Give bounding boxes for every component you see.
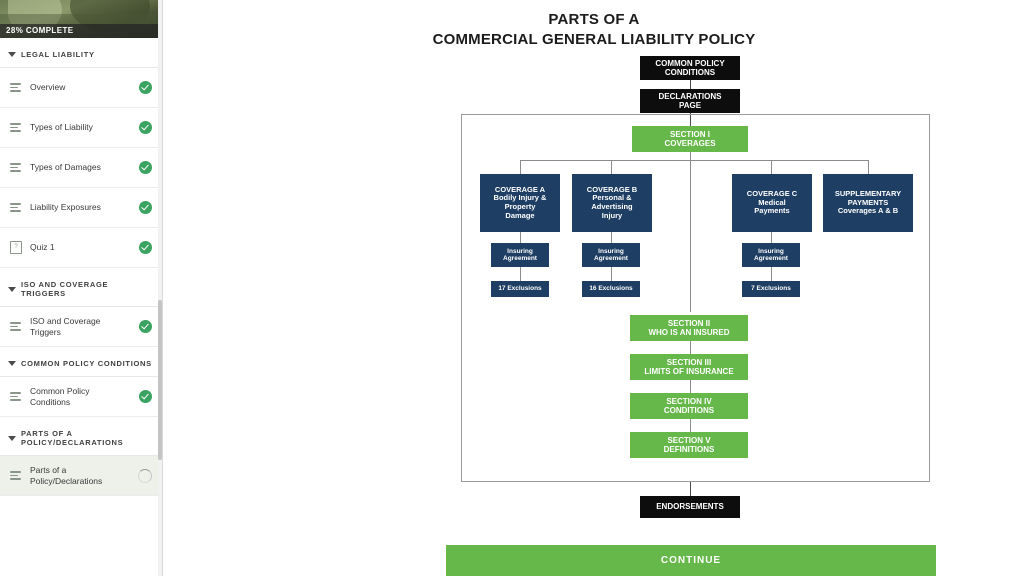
sidebar-item-types-of-damages[interactable] — [0, 148, 162, 188]
connector — [690, 341, 691, 354]
lines-icon — [10, 471, 22, 480]
check-icon — [139, 390, 152, 403]
sidebar-group-label: LEGAL LIABILITY — [21, 50, 95, 59]
sidebar-group-common-policy-conditions[interactable] — [0, 347, 162, 377]
node-exclusions-a — [491, 281, 549, 297]
connector — [520, 160, 868, 161]
quiz-icon: ? — [10, 241, 22, 254]
chevron-down-icon — [8, 436, 16, 441]
node-line: PAYMENTS — [847, 197, 889, 207]
node-line: Damage — [505, 210, 535, 220]
sidebar-scrollbar-thumb[interactable] — [158, 300, 162, 460]
sidebar-item-label: ISO and Coverage Triggers — [30, 316, 101, 337]
node-insuring-agreement-b — [582, 243, 640, 267]
policy-body-frame — [461, 114, 930, 482]
node-line: COVERAGE A — [494, 184, 546, 194]
connector — [611, 232, 612, 243]
sidebar-item-quiz-1[interactable] — [0, 228, 162, 268]
node-exclusions-c — [742, 281, 800, 297]
check-icon — [139, 241, 152, 254]
node-endorsements — [640, 496, 740, 518]
sidebar-item-types-of-liability[interactable] — [0, 108, 162, 148]
check-icon — [139, 121, 152, 134]
course-hero-image — [0, 0, 163, 38]
node-line: Personal & — [592, 193, 632, 203]
node-common-policy-conditions — [640, 56, 740, 80]
node-line: 17 Exclusions — [498, 285, 542, 293]
node-line: COMMON POLICY — [655, 58, 725, 68]
lines-icon — [10, 203, 22, 212]
page-title-line-2: COMMERCIAL GENERAL LIABILITY POLICY — [432, 31, 756, 48]
node-line: CONDITIONS — [664, 68, 716, 77]
sidebar-item-liability-exposures[interactable] — [0, 188, 162, 228]
node-line: COVERAGE B — [586, 184, 638, 194]
sidebar-item-label: Liability Exposures — [30, 202, 101, 213]
node-line: SUPPLEMENTARY — [834, 189, 902, 199]
sidebar-group-label: ISO AND COVERAGE TRIGGERS — [21, 280, 109, 298]
sidebar-scrollbar[interactable] — [158, 0, 162, 576]
lines-icon — [10, 392, 22, 401]
node-insuring-agreement-a — [491, 243, 549, 267]
connector — [690, 152, 691, 160]
sidebar-group-legal-liability[interactable] — [0, 38, 162, 68]
cgl-policy-diagram — [164, 0, 1024, 540]
node-coverage-a — [480, 174, 560, 232]
chevron-down-icon — [8, 52, 16, 57]
node-exclusions-b — [582, 281, 640, 297]
node-section-iv-conditions — [630, 393, 748, 419]
connector — [520, 160, 521, 174]
connector — [771, 160, 772, 174]
node-insuring-agreement-c — [742, 243, 800, 267]
lesson-content — [164, 0, 1024, 576]
sidebar-item-label: Common Policy Conditions — [30, 386, 90, 407]
chevron-down-icon — [8, 361, 16, 366]
node-line: 7 Exclusions — [751, 285, 791, 293]
loading-spinner-icon — [138, 469, 152, 483]
node-line: Injury — [601, 210, 623, 220]
node-line: Advertising — [591, 202, 633, 211]
connector — [771, 232, 772, 243]
sidebar-item-label: Quiz 1 — [30, 242, 55, 253]
chevron-down-icon — [8, 287, 16, 292]
node-line: WHO IS AN INSURED — [648, 328, 730, 337]
node-line: SECTION IV — [666, 396, 712, 406]
page-title-line-1: PARTS OF A — [548, 11, 640, 28]
node-line: SECTION III — [666, 357, 712, 367]
node-section-v-definitions — [630, 432, 748, 458]
node-line: DECLARATIONS — [658, 91, 722, 101]
connector — [690, 482, 691, 496]
connector — [868, 160, 869, 174]
node-supplementary-payments — [823, 174, 913, 232]
node-line: LIMITS OF INSURANCE — [644, 367, 734, 376]
sidebar-item-iso-and-coverage-triggers[interactable] — [0, 307, 162, 347]
check-icon — [139, 320, 152, 333]
node-section-i-coverages — [632, 126, 748, 152]
sidebar-item-label: Overview — [30, 82, 66, 93]
check-icon — [139, 201, 152, 214]
check-icon — [139, 161, 152, 174]
connector — [611, 160, 612, 174]
node-line: Insuring — [507, 247, 533, 255]
node-line: COVERAGES — [664, 139, 716, 148]
node-declarations-page — [640, 89, 740, 113]
sidebar-group-label: PARTS OF A POLICY/DECLARATIONS — [21, 429, 124, 447]
sidebar-item-label: Types of Liability — [30, 122, 93, 133]
node-line: 16 Exclusions — [589, 285, 633, 293]
sidebar-item-label: Types of Damages — [30, 162, 101, 173]
connector — [771, 267, 772, 281]
connector — [520, 267, 521, 281]
lines-icon — [10, 163, 22, 172]
lines-icon — [10, 83, 22, 92]
node-line: Insuring — [598, 247, 624, 255]
connector — [611, 267, 612, 281]
sidebar-group-iso-and-coverage-triggers[interactable] — [0, 268, 162, 307]
node-line: Agreement — [503, 255, 537, 262]
node-line: CONDITIONS — [663, 406, 715, 415]
node-line: Coverages A & B — [837, 206, 899, 216]
sidebar-group-label: COMMON POLICY CONDITIONS — [21, 359, 152, 368]
node-line: Medical — [758, 197, 786, 207]
progress-label: 28% COMPLETE — [0, 24, 163, 38]
node-line: SECTION V — [667, 435, 711, 445]
node-line: ENDORSEMENTS — [656, 502, 724, 512]
sidebar-item-label: Parts of a Policy/Declarations — [30, 465, 103, 486]
node-coverage-c — [732, 174, 812, 232]
connector — [690, 80, 691, 89]
sidebar-item-overview[interactable] — [0, 68, 162, 108]
node-line: Bodily Injury & — [493, 193, 547, 203]
node-line: SECTION II — [667, 318, 711, 328]
connector — [690, 380, 691, 393]
sidebar-nav — [0, 38, 162, 496]
connector — [690, 160, 691, 312]
node-line: Agreement — [594, 255, 628, 262]
continue-button[interactable]: CONTINUE — [446, 545, 936, 576]
node-line: Agreement — [754, 255, 788, 262]
check-icon — [139, 81, 152, 94]
node-line: DEFINITIONS — [663, 445, 715, 454]
sidebar-group-parts-of-a-policy-declarations[interactable] — [0, 417, 162, 456]
course-sidebar — [0, 0, 163, 576]
node-coverage-b — [572, 174, 652, 232]
node-line: Insuring — [758, 247, 784, 255]
sidebar-item-parts-of-a-policy-declarations[interactable] — [0, 456, 162, 496]
sidebar-item-common-policy-conditions[interactable] — [0, 377, 162, 417]
node-line: SECTION I — [669, 129, 710, 139]
lines-icon — [10, 322, 22, 331]
node-section-iii-limits-of-insurance — [630, 354, 748, 380]
node-line: Payments — [754, 206, 790, 216]
node-section-ii-who-is-an-insured — [630, 315, 748, 341]
connector — [690, 419, 691, 432]
node-line: Property — [504, 202, 536, 211]
node-line: PAGE — [678, 101, 702, 110]
lines-icon — [10, 123, 22, 132]
node-line: COVERAGE C — [746, 189, 798, 199]
connector — [520, 232, 521, 243]
